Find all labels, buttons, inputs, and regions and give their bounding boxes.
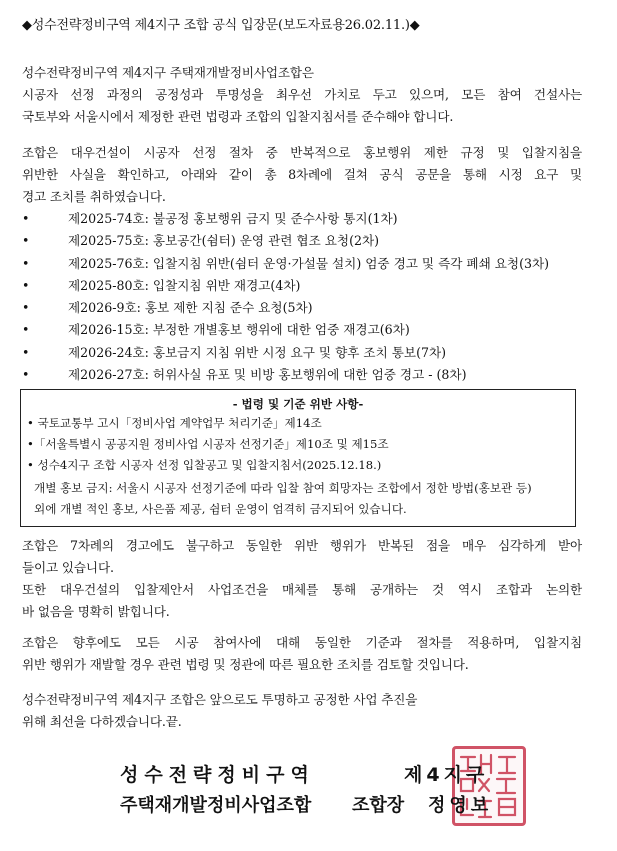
document-title: ◆성수전략정비구역 제4지구 조합 공식 입장문(보도자료용26.02.11.)◆ [22, 18, 420, 33]
text-line: 성수전략정비구역 제4지구 조합은 앞으로도 투명하고 공정한 사업 추진을 [22, 692, 418, 707]
text-line: 들이고 있습니다. [22, 560, 114, 575]
list-item: • 제2025-75호: 홍보공간(쉼터) 운영 관련 협조 요청(2차) [22, 230, 582, 252]
list-item: • 제2025-80호: 입찰지침 위반 재경고(4차) [22, 275, 582, 297]
bullet: • [22, 255, 30, 271]
official-notice-list [22, 208, 582, 386]
regulation-violation-box [20, 389, 576, 527]
list-item: • 제2026-24호: 홍보금지 지침 위반 시정 요구 및 향후 조치 통보(7차) [22, 342, 582, 364]
response-paragraph [22, 535, 582, 623]
box-detail-line: 개별 홍보 금지: 서울시 시공자 선정기준에 따라 입찰 참여 희망자는 조합에서 정한 방법(홍보관 등) [34, 481, 532, 495]
list-item: • 제2026-9호: 홍보 제한 지침 준수 요청(5차) [22, 297, 582, 319]
bullet: • [22, 322, 30, 338]
signature-union-name: 주택재개발정비사업조합 [120, 795, 312, 816]
list-item: • 제2026-27호: 허위사실 유포 및 비방 홍보행위에 대한 엄중 경고 - (8차) [22, 364, 582, 386]
text-line: 국토부와 서울시에서 제정한 관련 법령과 조합의 입찰지침서를 준수해야 합니다. [22, 109, 454, 124]
list-item: • 제2025-76호: 입찰지침 위반(쉼터 운영·가설물 설치) 엄중 경고 및 즉각 폐쇄 요청(3차) [22, 253, 582, 275]
text-line: 위반한 사실을 확인하고, 아래와 같이 총 8차례에 걸쳐 공식 공문을 통해 시정 요구 및 [22, 167, 582, 182]
list-item: • 제2026-15호: 부정한 개별홍보 행위에 대한 엄중 재경고(6차) [22, 319, 582, 341]
bullet: • [22, 367, 30, 383]
bullet: • [22, 211, 30, 226]
text-line: 조합은 대우건설이 시공자 선정 절차 중 반복적으로 홍보행위 제한 규정 및 입찰지침을 [22, 145, 582, 160]
bullet: • [22, 277, 30, 293]
box-item: • 국토교통부 고시「정비사업 계약업무 처리기준」제14조 [27, 416, 322, 430]
text-line: 경고 조치를 취하였습니다. [22, 189, 166, 204]
warning-paragraph [22, 142, 582, 208]
bullet: • [22, 344, 30, 360]
text-line: 바 없음을 명확히 밝힙니다. [22, 604, 170, 619]
signature-chairman-name: 정영보 [428, 795, 493, 816]
text-line: 시공자 선정 과정의 공정성과 투명성을 최우선 가치로 두고 있으며, 모든 참여 건설사는 [22, 87, 582, 102]
text-line: 조합은 향후에도 모든 시공 참여사에 대해 동일한 기준과 절차를 적용하며, 입찰지침 [22, 635, 582, 650]
box-item: •「서울특별시 공공지원 정비사업 시공자 선정기준」제10조 및 제15조 [27, 437, 389, 451]
text-line: 조합은 7차례의 경고에도 불구하고 동일한 위반 행위가 반복된 점을 매우 심각하게 받아 [22, 538, 582, 553]
signature-organization: 성수전략정비구역 [120, 764, 315, 786]
signature-role: 조합장 [352, 795, 405, 816]
text-line: 위반 행위가 재발할 경우 관련 법령 및 정관에 따른 필요한 조치를 검토할 것입니다. [22, 657, 469, 672]
list-item: • 제2025-74호: 불공정 홍보행위 금지 및 준수사항 통지(1차) [22, 208, 582, 230]
text-line: 성수전략정비구역 제4지구 주택재개발정비사업조합은 [22, 65, 314, 80]
box-title: - 법령 및 기준 위반 사항- [232, 397, 364, 411]
bullet: • [22, 233, 30, 249]
bullet: • [22, 300, 30, 316]
text-line: 또한 대우건설의 입찰제안서 사업조건을 매체를 통해 공개하는 것 역시 조합과 논의한 [22, 582, 582, 597]
box-item: • 성수4지구 조합 시공자 선정 입찰공고 및 입찰지침서(2025.12.18.) [27, 458, 382, 472]
text-line: 위해 최선을 다하겠습니다.끝. [22, 714, 182, 729]
signature-district: 제4지구 [404, 764, 489, 786]
closing-paragraph [22, 689, 582, 733]
intro-paragraph [22, 62, 582, 128]
box-detail-line: 외에 개별 적인 홍보, 사은품 제공, 쉼터 운영이 엄격히 금지되어 있습니다. [34, 502, 407, 516]
future-action-paragraph [22, 632, 582, 676]
